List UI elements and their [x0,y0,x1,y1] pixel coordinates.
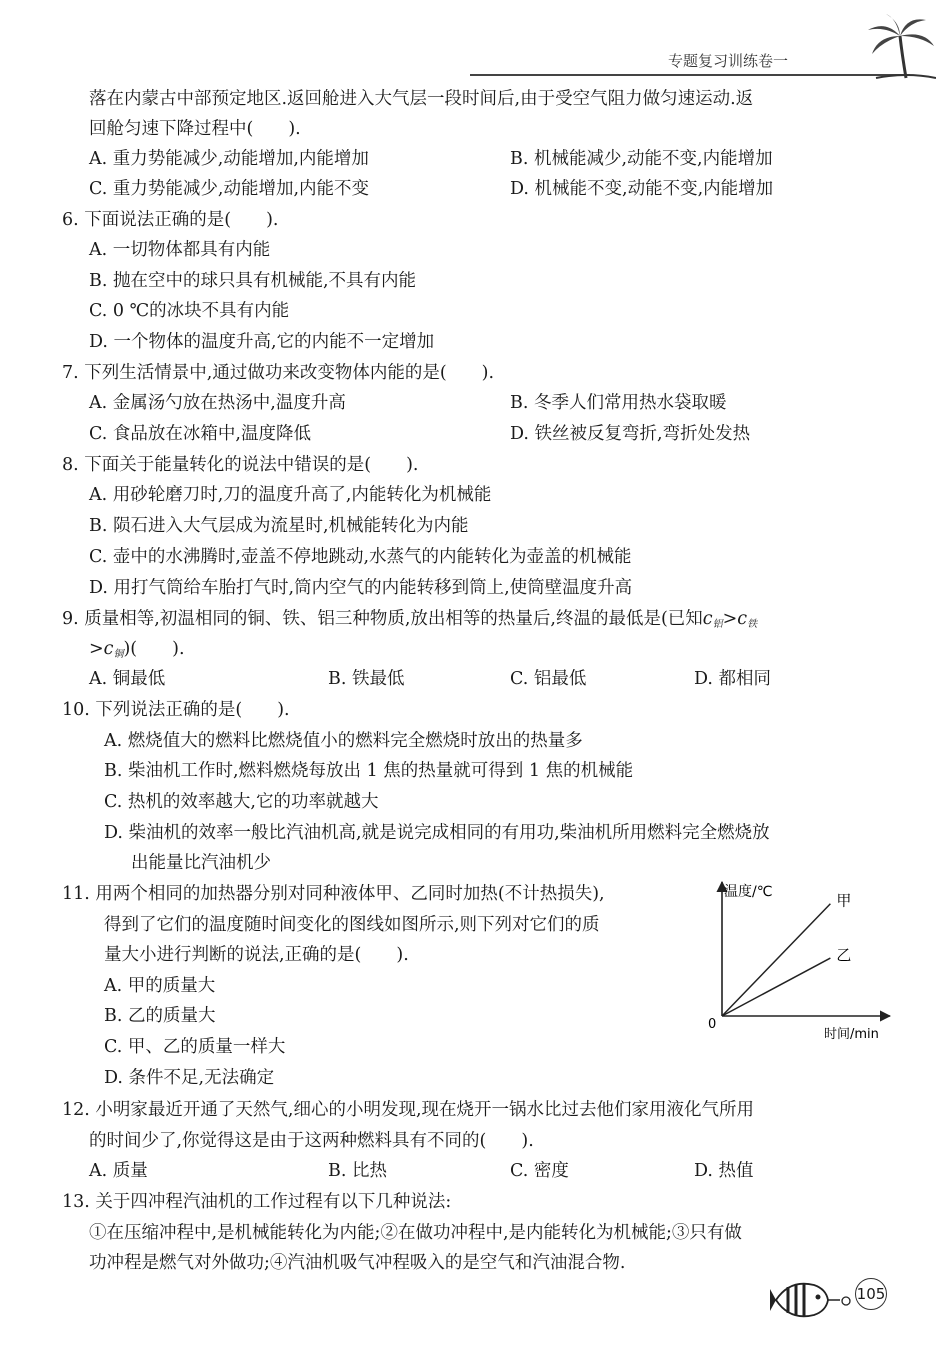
q11-option-b: B. 乙的质量大 [104,1006,216,1026]
q11-stem-line3: 量大小进行判断的说法,正确的是( ). [104,945,409,965]
q9-stem-line2 [89,637,185,667]
q9-option-d: D. 都相同 [694,669,772,689]
q9-c-symbol: c [702,609,713,629]
origin-label: 0 [708,1017,717,1032]
q10-option-c: C. 热机的效率越大,它的功率就越大 [104,792,379,812]
y-axis-label: 温度/℃ [724,884,773,900]
series-layer [722,892,851,1016]
q10-stem: 10. 下列说法正确的是( ). [62,700,290,720]
q9-option-c: C. 铝最低 [510,669,587,689]
q11-option-c: C. 甲、乙的质量一样大 [104,1037,286,1057]
header-rule [470,74,910,76]
q13-statements-line2: 功冲程是燃气对外做功;④汽油机吸气冲程吸入的是空气和汽油混合物. [89,1253,626,1273]
q9-c-symbol: c [103,639,114,659]
q9-option-a: A. 铜最低 [89,669,166,689]
series-line-yi [722,958,830,1016]
q13-stem: 13. 关于四冲程汽油机的工作过程有以下几种说法: [62,1192,452,1212]
q5-option-c: C. 重力势能减少,动能增加,内能不变 [89,179,370,199]
q8-option-d: D. 用打气筒给车胎打气时,筒内空气的内能转移到筒上,使筒壁温度升高 [89,578,633,598]
q8-option-b: B. 陨石进入大气层成为流星时,机械能转化为内能 [89,516,469,536]
q11-option-a: A. 甲的质量大 [104,976,216,996]
q7-option-b: B. 冬季人们常用热水袋取暖 [510,393,727,413]
q9-gt-2: > [89,639,104,659]
q9-option-b: B. 铁最低 [328,669,405,689]
q9-stem-text: 9. 质量相等,初温相同的铜、铁、铝三种物质,放出相等的热量后,终温的最低是(已知 [62,609,703,629]
fish-icon [770,1275,855,1325]
q13-statements-line1: ①在压缩冲程中,是机械能转化为内能;②在做功冲程中,是内能转化为机械能;③只有做 [89,1223,742,1243]
q7-option-a: A. 金属汤勺放在热汤中,温度升高 [89,393,346,413]
q6-option-c: C. 0 ℃的冰块不具有内能 [89,301,290,321]
q9-stem [62,607,757,637]
q5-option-a: A. 重力势能减少,动能增加,内能增加 [89,149,369,169]
q8-option-a: A. 用砂轮磨刀时,刀的温度升高了,内能转化为机械能 [89,485,492,505]
series-line-jia [722,904,830,1016]
temperature-time-chart [700,876,895,1046]
q9-c-symbol: c [737,609,748,629]
q9-gt-1: > [722,609,738,629]
q9-sub-cu: 铜 [113,649,124,660]
q9-tail: )( ). [123,639,185,659]
q11-option-d: D. 条件不足,无法确定 [104,1068,275,1088]
q12-stem-line1: 12. 小明家最近开通了天然气,细心的小明发现,现在烧开一锅水比过去他们家用液化气所用 [62,1100,755,1120]
q5-option-b: B. 机械能减少,动能不变,内能增加 [510,149,773,169]
q6-option-b: B. 抛在空中的球只具有机械能,不具有内能 [89,271,417,291]
palm-tree-icon [866,14,936,80]
q7-option-d: D. 铁丝被反复弯折,弯折处发热 [510,424,751,444]
q9-sub-fe: 铁 [747,619,758,630]
q6-stem: 6. 下面说法正确的是( ). [62,210,279,230]
q5-stem-line1: 落在内蒙古中部预定地区.返回舱进入大气层一段时间后,由于受空气阻力做匀速运动.返 [89,89,754,109]
q7-stem: 7. 下列生活情景中,通过做功来改变物体内能的是( ). [62,363,495,383]
q9-sub-al: 铝 [712,619,723,630]
q10-option-d-line2: 出能量比汽油机少 [131,853,271,873]
q8-option-c: C. 壶中的水沸腾时,壶盖不停地跳动,水蒸气的内能转化为壶盖的机械能 [89,547,632,567]
series-label-yi: 乙 [836,946,852,965]
q6-option-a: A. 一切物体都具有内能 [89,240,271,260]
q5-option-d: D. 机械能不变,动能不变,内能增加 [510,179,774,199]
q7-option-c: C. 食品放在冰箱中,温度降低 [89,424,311,444]
q10-option-d-line1: D. 柴油机的效率一般比汽油机高,就是说完成相同的有用功,柴油机所用燃料完全燃烧放 [104,823,770,843]
q6-option-d: D. 一个物体的温度升高,它的内能不一定增加 [89,332,435,352]
header-title: 专题复习训练卷一 [668,52,789,70]
q10-option-b: B. 柴油机工作时,燃料燃烧每放出 1 焦的热量就可得到 1 焦的机械能 [104,761,634,781]
page-header [0,0,950,80]
q12-option-a: A. 质量 [89,1161,148,1181]
series-label-jia: 甲 [836,891,852,910]
q8-stem: 8. 下面关于能量转化的说法中错误的是( ). [62,455,419,475]
q12-option-c: C. 密度 [510,1161,569,1181]
q12-option-b: B. 比热 [328,1161,387,1181]
q11-stem-line2: 得到了它们的温度随时间变化的图线如图所示,则下列对它们的质 [104,915,600,935]
q5-stem-line2: 回舱匀速下降过程中( ). [89,119,301,139]
x-axis-label: 时间/min [824,1027,879,1042]
page-number: 105 [855,1278,887,1310]
q11-stem-line1: 11. 用两个相同的加热器分别对同种液体甲、乙同时加热(不计热损失), [62,884,605,904]
q12-option-d: D. 热值 [694,1161,754,1181]
q12-stem-line2: 的时间少了,你觉得这是由于这两种燃料具有不同的( ). [89,1131,534,1151]
q10-option-a: A. 燃烧值大的燃料比燃烧值小的燃料完全燃烧时放出的热量多 [104,731,583,751]
